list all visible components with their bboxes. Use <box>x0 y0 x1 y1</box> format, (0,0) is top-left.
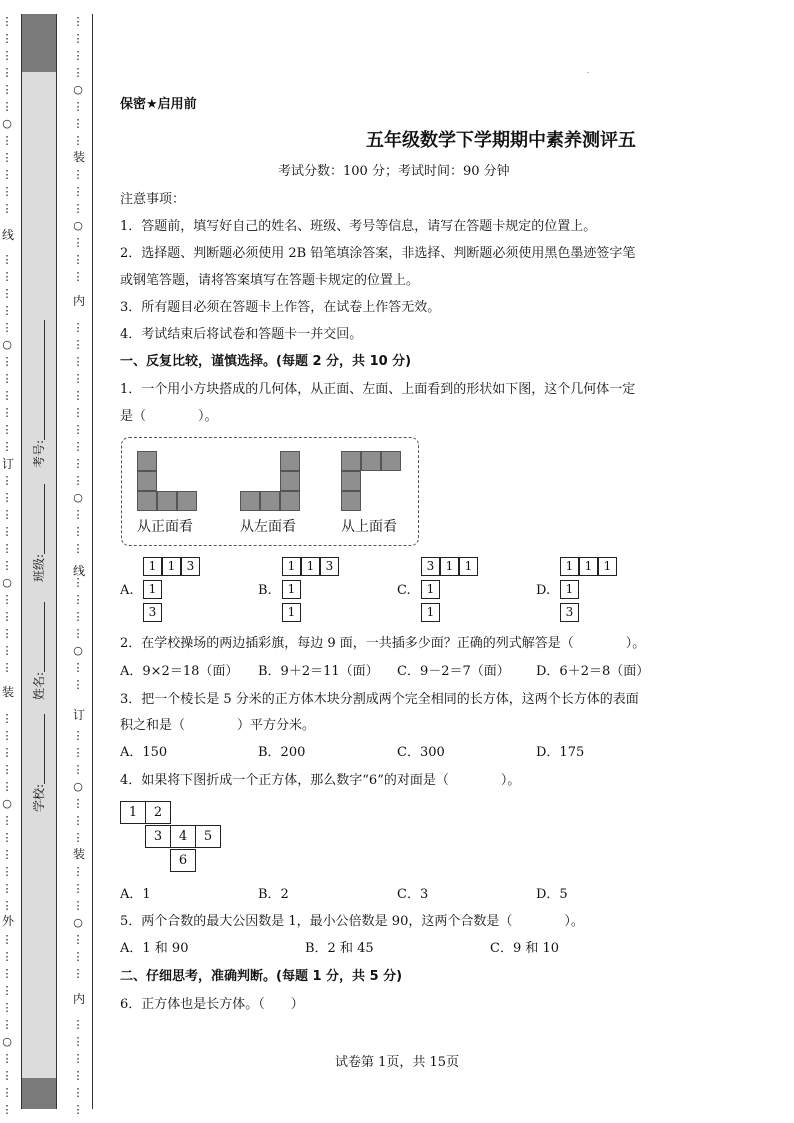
left-view-cell <box>280 491 300 511</box>
cut-line-dot: ⋮ <box>1 831 13 844</box>
cut-line-dot: ⋮ <box>72 270 84 283</box>
cut-line-dot: ⋮ <box>1 627 13 640</box>
q6-text: 6．正方体也是长方体。（ ） <box>120 997 304 1012</box>
cut-line-dot: ⋮ <box>72 457 84 470</box>
cut-line-dot: ⋮ <box>72 236 84 249</box>
cut-line-dot: ⋮ <box>72 576 84 589</box>
front-view-cell <box>137 451 157 471</box>
q1-b-cell: 1 <box>282 580 301 599</box>
cut-line-dot: ⋮ <box>72 168 84 181</box>
cut-line-dot: ⋮ <box>1 729 13 742</box>
cut-line-dot: ⋮ <box>1 593 13 606</box>
cut-line-dot: ○ <box>73 916 83 929</box>
cut-line-dot: ⋮ <box>72 406 84 419</box>
cut-line-dot: ⋮ <box>1 644 13 657</box>
margin-line-mid <box>56 14 57 1109</box>
q1-d-cell: 1 <box>579 557 598 576</box>
binding-strip-top <box>22 14 56 72</box>
cut-line-dot: ⋮ <box>1 389 13 402</box>
cut-line-dot: ⋮ <box>72 882 84 895</box>
cut-line-dot: ⋮ <box>1 287 13 300</box>
q3-text: 3．把一个棱长是 5 分米的正方体木块分割成两个完全相同的长方体，这两个长方体的表面 <box>120 692 639 707</box>
cut-line-dot: ⋮ <box>1 134 13 147</box>
note-2-cont: 或钢笔答题，请将答案填写在答题卡规定的位置上。 <box>120 273 420 288</box>
cut-line-dot: ○ <box>73 83 83 96</box>
cut-line-dot: ⋮ <box>72 593 84 606</box>
cut-line-dot: ⋮ <box>72 525 84 538</box>
q5-text: 5．两个合数的最大公因数是 1，最小公倍数是 90，这两个合数是（ ）。 <box>120 914 584 929</box>
cut-line-dot: ⋮ <box>1 440 13 453</box>
cut-line-dot: ⋮ <box>72 134 84 147</box>
cut-line-dot: ○ <box>2 576 12 589</box>
cut-line-dot: ⋮ <box>72 610 84 623</box>
cut-line-dot: ⋮ <box>1 304 13 317</box>
note-4: 4．考试结束后将试卷和答题卡一并交回。 <box>120 327 363 342</box>
cut-line-dot: ⋮ <box>1 1086 13 1099</box>
cut-line-dot: ⋮ <box>72 372 84 385</box>
cut-line-dot: ⋮ <box>72 797 84 810</box>
margin-char-inner-1: 装 <box>73 150 86 164</box>
q1-d-cell: 3 <box>560 603 579 622</box>
cut-line-dot: ⋮ <box>1 253 13 266</box>
cut-line-dot: ⋮ <box>1 899 13 912</box>
cut-line-dot: ⋮ <box>1 610 13 623</box>
cut-line-dot: ○ <box>2 117 12 130</box>
cut-line-dot: ⋮ <box>72 117 84 130</box>
cube-net-face: 3 <box>145 825 171 848</box>
cut-line-dot: ⋮ <box>72 32 84 45</box>
cut-line-dot: ⋮ <box>1 1103 13 1116</box>
q2-option-c[interactable]: C．9－2＝7（面） <box>397 664 510 679</box>
left-view-cell <box>280 471 300 491</box>
q1-option-c-label[interactable]: C. <box>397 583 411 598</box>
cut-line-dot: ⋮ <box>1 202 13 215</box>
q5-option-c[interactable]: C．9 和 10 <box>490 941 560 956</box>
cut-line-dot: ⋮ <box>72 66 84 79</box>
cut-line-dot: ⋮ <box>72 423 84 436</box>
cut-line-dot: ⋮ <box>72 746 84 759</box>
cut-line-dot: ⋮ <box>72 542 84 555</box>
cut-line-dot: ⋮ <box>72 763 84 776</box>
cut-line-dot: ⋮ <box>1 525 13 538</box>
margin-char-inner-3: 线 <box>73 564 86 578</box>
note-2: 2．选择题、判断题必须使用 2B 铅笔填涂答案，非选择、判断题必须使用黑色墨迹签字笔 <box>120 246 636 261</box>
q1-c-cell: 1 <box>440 557 459 576</box>
front-view-cell <box>177 491 197 511</box>
cut-line-dot: ⋮ <box>1 780 13 793</box>
q1-c-cell: 1 <box>459 557 478 576</box>
q5-option-a[interactable]: A．1 和 90 <box>120 941 189 956</box>
cut-line-dot: ○ <box>2 797 12 810</box>
cut-line-dot: ⋮ <box>1 984 13 997</box>
q1-d-cell: 1 <box>560 580 579 599</box>
cut-line-dot: ⋮ <box>72 865 84 878</box>
cut-line-dot: ○ <box>2 338 12 351</box>
cut-line-dot: ⋮ <box>72 474 84 487</box>
cut-line-dot: ⋮ <box>1 1001 13 1014</box>
q1-option-a-label[interactable]: A. <box>120 583 134 598</box>
top-view-cell <box>341 471 361 491</box>
q1-b-cell: 1 <box>301 557 320 576</box>
cut-line-dot: ⋮ <box>72 49 84 62</box>
q4-option-d[interactable]: D．5 <box>536 887 568 902</box>
q1-c-cell: 1 <box>421 580 440 599</box>
q4-text: 4．如果将下图折成一个正方体，那么数字“6”的对面是（ ）。 <box>120 773 521 788</box>
q1-b-cell: 1 <box>282 557 301 576</box>
q1-a-cell: 1 <box>143 580 162 599</box>
cut-line-dot: ⋮ <box>1 270 13 283</box>
cut-line-dot: ⋮ <box>72 678 84 691</box>
cut-line-dot: ○ <box>73 219 83 232</box>
q1-option-d-label[interactable]: D. <box>536 583 551 598</box>
page-title: 五年级数学下学期期中素养测评五 <box>366 130 636 151</box>
cut-line-dot: ⋮ <box>1 848 13 861</box>
cut-line-dot: ⋮ <box>1 423 13 436</box>
cut-line-dot: ⋮ <box>1 559 13 572</box>
q3-option-c[interactable]: C．300 <box>397 745 445 760</box>
cut-line-dot: ⋮ <box>1 168 13 181</box>
q2-option-b[interactable]: B．9＋2＝11（面） <box>258 664 379 679</box>
cut-line-dot: ⋮ <box>72 729 84 742</box>
cut-line-dot: ⋮ <box>1 49 13 62</box>
cut-line-dot: ⋮ <box>1 355 13 368</box>
cut-line-dot: ⋮ <box>1 474 13 487</box>
cut-line-dot: ⋮ <box>72 202 84 215</box>
cut-line-dot: ⋮ <box>1 15 13 28</box>
left-view-cell <box>280 451 300 471</box>
section2-heading: 二、仔细思考，准确判断。(每题 1 分，共 5 分) <box>120 969 403 984</box>
cube-net-face: 4 <box>170 825 196 848</box>
cut-line-dot: ⋮ <box>72 1052 84 1065</box>
q1-b-cell: 1 <box>282 603 301 622</box>
cut-line-dot: ⋮ <box>1 882 13 895</box>
cut-line-dot: ⋮ <box>1 814 13 827</box>
q4-option-a[interactable]: A．1 <box>120 887 151 902</box>
name-label: 姓名: <box>32 671 46 700</box>
front-view-label: 从正面看 <box>137 519 193 535</box>
cut-line-dot: ⋮ <box>1 83 13 96</box>
cut-line-dot: ⋮ <box>72 1018 84 1031</box>
page-footer: 试卷第 1页，共 15页 <box>335 1055 460 1070</box>
note-3: 3．所有题目必须在答题卡上作答，在试卷上作答无效。 <box>120 300 441 315</box>
name-field[interactable] <box>30 602 47 700</box>
cut-line-dot: ⋮ <box>1 967 13 980</box>
cut-line-dot: ⋮ <box>72 1086 84 1099</box>
cut-line-dot: ⋮ <box>1 32 13 45</box>
cut-line-dot: ⋮ <box>1 1052 13 1065</box>
cut-line-dot: ⋮ <box>1 746 13 759</box>
cut-line-dot: ⋮ <box>1 406 13 419</box>
cut-line-dot: ⋮ <box>1 712 13 725</box>
school-label: 学校: <box>32 783 46 812</box>
cut-line-dot: ⋮ <box>1 542 13 555</box>
school-field[interactable] <box>30 714 47 812</box>
cut-line-dot: ○ <box>2 1035 12 1048</box>
q1-option-b-label[interactable]: B. <box>258 583 272 598</box>
cut-line-dot: ⋮ <box>72 814 84 827</box>
front-view-cell <box>137 471 157 491</box>
cut-line-dot: ⋮ <box>1 100 13 113</box>
margin-char-inner-4: 订 <box>73 708 86 722</box>
cut-line-dot: ⋮ <box>72 1103 84 1116</box>
exam-number-field[interactable] <box>30 320 47 468</box>
cube-net-face: 5 <box>195 825 221 848</box>
cut-line-dot: ⋮ <box>72 1035 84 1048</box>
cut-line-dot: ⋮ <box>72 15 84 28</box>
cut-line-dot: ⋮ <box>1 185 13 198</box>
q4-option-b[interactable]: B．2 <box>258 887 289 902</box>
cut-line-dot: ⋮ <box>72 933 84 946</box>
margin-char-zhuang: 装 <box>2 685 15 699</box>
cut-line-dot: ⋮ <box>72 338 84 351</box>
cut-line-dot: ⋮ <box>72 899 84 912</box>
cut-line-dot: ⋮ <box>72 389 84 402</box>
cut-line-dot: ⋮ <box>72 440 84 453</box>
left-view-cell <box>260 491 280 511</box>
q5-option-b[interactable]: B．2 和 45 <box>305 941 374 956</box>
cut-line-dot: ⋮ <box>72 967 84 980</box>
cut-line-dot: ⋮ <box>1 372 13 385</box>
front-view-cell <box>137 491 157 511</box>
q2-option-a[interactable]: A．9×2＝18（面） <box>120 664 239 679</box>
margin-char-inner-2: 内 <box>73 294 86 308</box>
cut-line-dot: ⋮ <box>72 355 84 368</box>
notes-heading: 注意事项： <box>120 192 186 207</box>
exam-number-label: 考号: <box>32 439 46 468</box>
cut-line-dot: ⋮ <box>1 66 13 79</box>
cut-line-dot: ⋮ <box>1 491 13 504</box>
q1-d-cell: 1 <box>560 557 579 576</box>
q3-text-cont: 积之和是（ ）平方分米。 <box>120 718 316 733</box>
q1-c-cell: 1 <box>421 603 440 622</box>
cut-line-dot: ⋮ <box>1 1018 13 1031</box>
cut-line-dot: ⋮ <box>72 661 84 674</box>
q1-a-cell: 3 <box>143 603 162 622</box>
cut-line-dot: ⋮ <box>1 508 13 521</box>
top-view-cell <box>381 451 401 471</box>
cut-line-dot: ⋮ <box>72 253 84 266</box>
q1-b-cell: 3 <box>320 557 339 576</box>
note-1: 1．答题前，填写好自己的姓名、班级、考号等信息，请写在答题卡规定的位置上。 <box>120 219 597 234</box>
front-view-cell <box>157 491 177 511</box>
exam-info: 考试分数：100 分；考试时间：90 分钟 <box>278 164 510 179</box>
q1-c-cell: 3 <box>421 557 440 576</box>
top-view-cell <box>361 451 381 471</box>
cut-line-dot: ⋮ <box>72 185 84 198</box>
margin-char-wai: 外 <box>2 914 15 928</box>
q4-option-c[interactable]: C．3 <box>397 887 429 902</box>
margin-char-xian: 线 <box>2 228 15 242</box>
cut-line-dot: ⋮ <box>1 151 13 164</box>
top-view-cell <box>341 491 361 511</box>
margin-char-inner-5: 装 <box>73 847 86 861</box>
cut-line-dot: ⋮ <box>72 831 84 844</box>
q3-option-b[interactable]: B．200 <box>258 745 306 760</box>
cut-line-dot: ⋮ <box>1 950 13 963</box>
top-view-cell <box>341 451 361 471</box>
class-field[interactable] <box>30 484 47 582</box>
class-label: 班级: <box>32 553 46 582</box>
cut-line-dot: ⋮ <box>72 321 84 334</box>
cut-line-dot: ⋮ <box>1 865 13 878</box>
q3-option-d[interactable]: D．175 <box>536 745 585 760</box>
q1-text-cont: 是（ ）。 <box>120 409 218 424</box>
binding-strip-bottom <box>22 1078 56 1109</box>
left-view-label: 从左面看 <box>240 519 296 535</box>
margin-line-left <box>21 14 22 1109</box>
cut-line-dot: ○ <box>73 780 83 793</box>
cut-line-dot: ⋮ <box>72 950 84 963</box>
q3-option-a[interactable]: A．150 <box>120 745 168 760</box>
margin-char-ding: 订 <box>2 457 15 471</box>
margin-line-right <box>92 14 93 1109</box>
cut-line-dot: ⋮ <box>1 1069 13 1082</box>
cut-line-dot: ⋮ <box>1 661 13 674</box>
cube-net-face: 2 <box>145 801 171 824</box>
q1-text: 1．一个用小方块搭成的几何体，从正面、左面、上面看到的形状如下图，这个几何体一定 <box>120 382 636 397</box>
q1-a-cell: 1 <box>143 557 162 576</box>
cut-line-dot: ⋮ <box>72 1069 84 1082</box>
corner-mark: · <box>587 70 589 77</box>
cut-line-dot: ⋮ <box>1 321 13 334</box>
q2-option-d[interactable]: D．6＋2＝8（面） <box>536 664 650 679</box>
cube-net-face: 6 <box>170 849 196 872</box>
margin-char-inner-6: 内 <box>73 992 86 1006</box>
left-view-cell <box>240 491 260 511</box>
cut-line-dot: ⋮ <box>72 508 84 521</box>
cut-line-dot: ⋮ <box>1 933 13 946</box>
section1-heading: 一、反复比较，谨慎选择。(每题 2 分，共 10 分) <box>120 354 412 369</box>
secret-label: 保密★启用前 <box>120 97 197 112</box>
cut-line-dot: ⋮ <box>72 627 84 640</box>
q1-a-cell: 3 <box>181 557 200 576</box>
cube-net-face: 1 <box>120 801 146 824</box>
q1-a-cell: 1 <box>162 557 181 576</box>
top-view-label: 从上面看 <box>341 519 397 535</box>
cut-line-dot: ⋮ <box>1 763 13 776</box>
cut-line-dot: ○ <box>73 644 83 657</box>
cut-line-dot: ⋮ <box>72 100 84 113</box>
q2-text: 2．在学校操场的两边插彩旗，每边 9 面，一共插多少面？正确的列式解答是（ ）。 <box>120 636 646 651</box>
q1-d-cell: 1 <box>598 557 617 576</box>
cut-line-dot: ○ <box>73 491 83 504</box>
